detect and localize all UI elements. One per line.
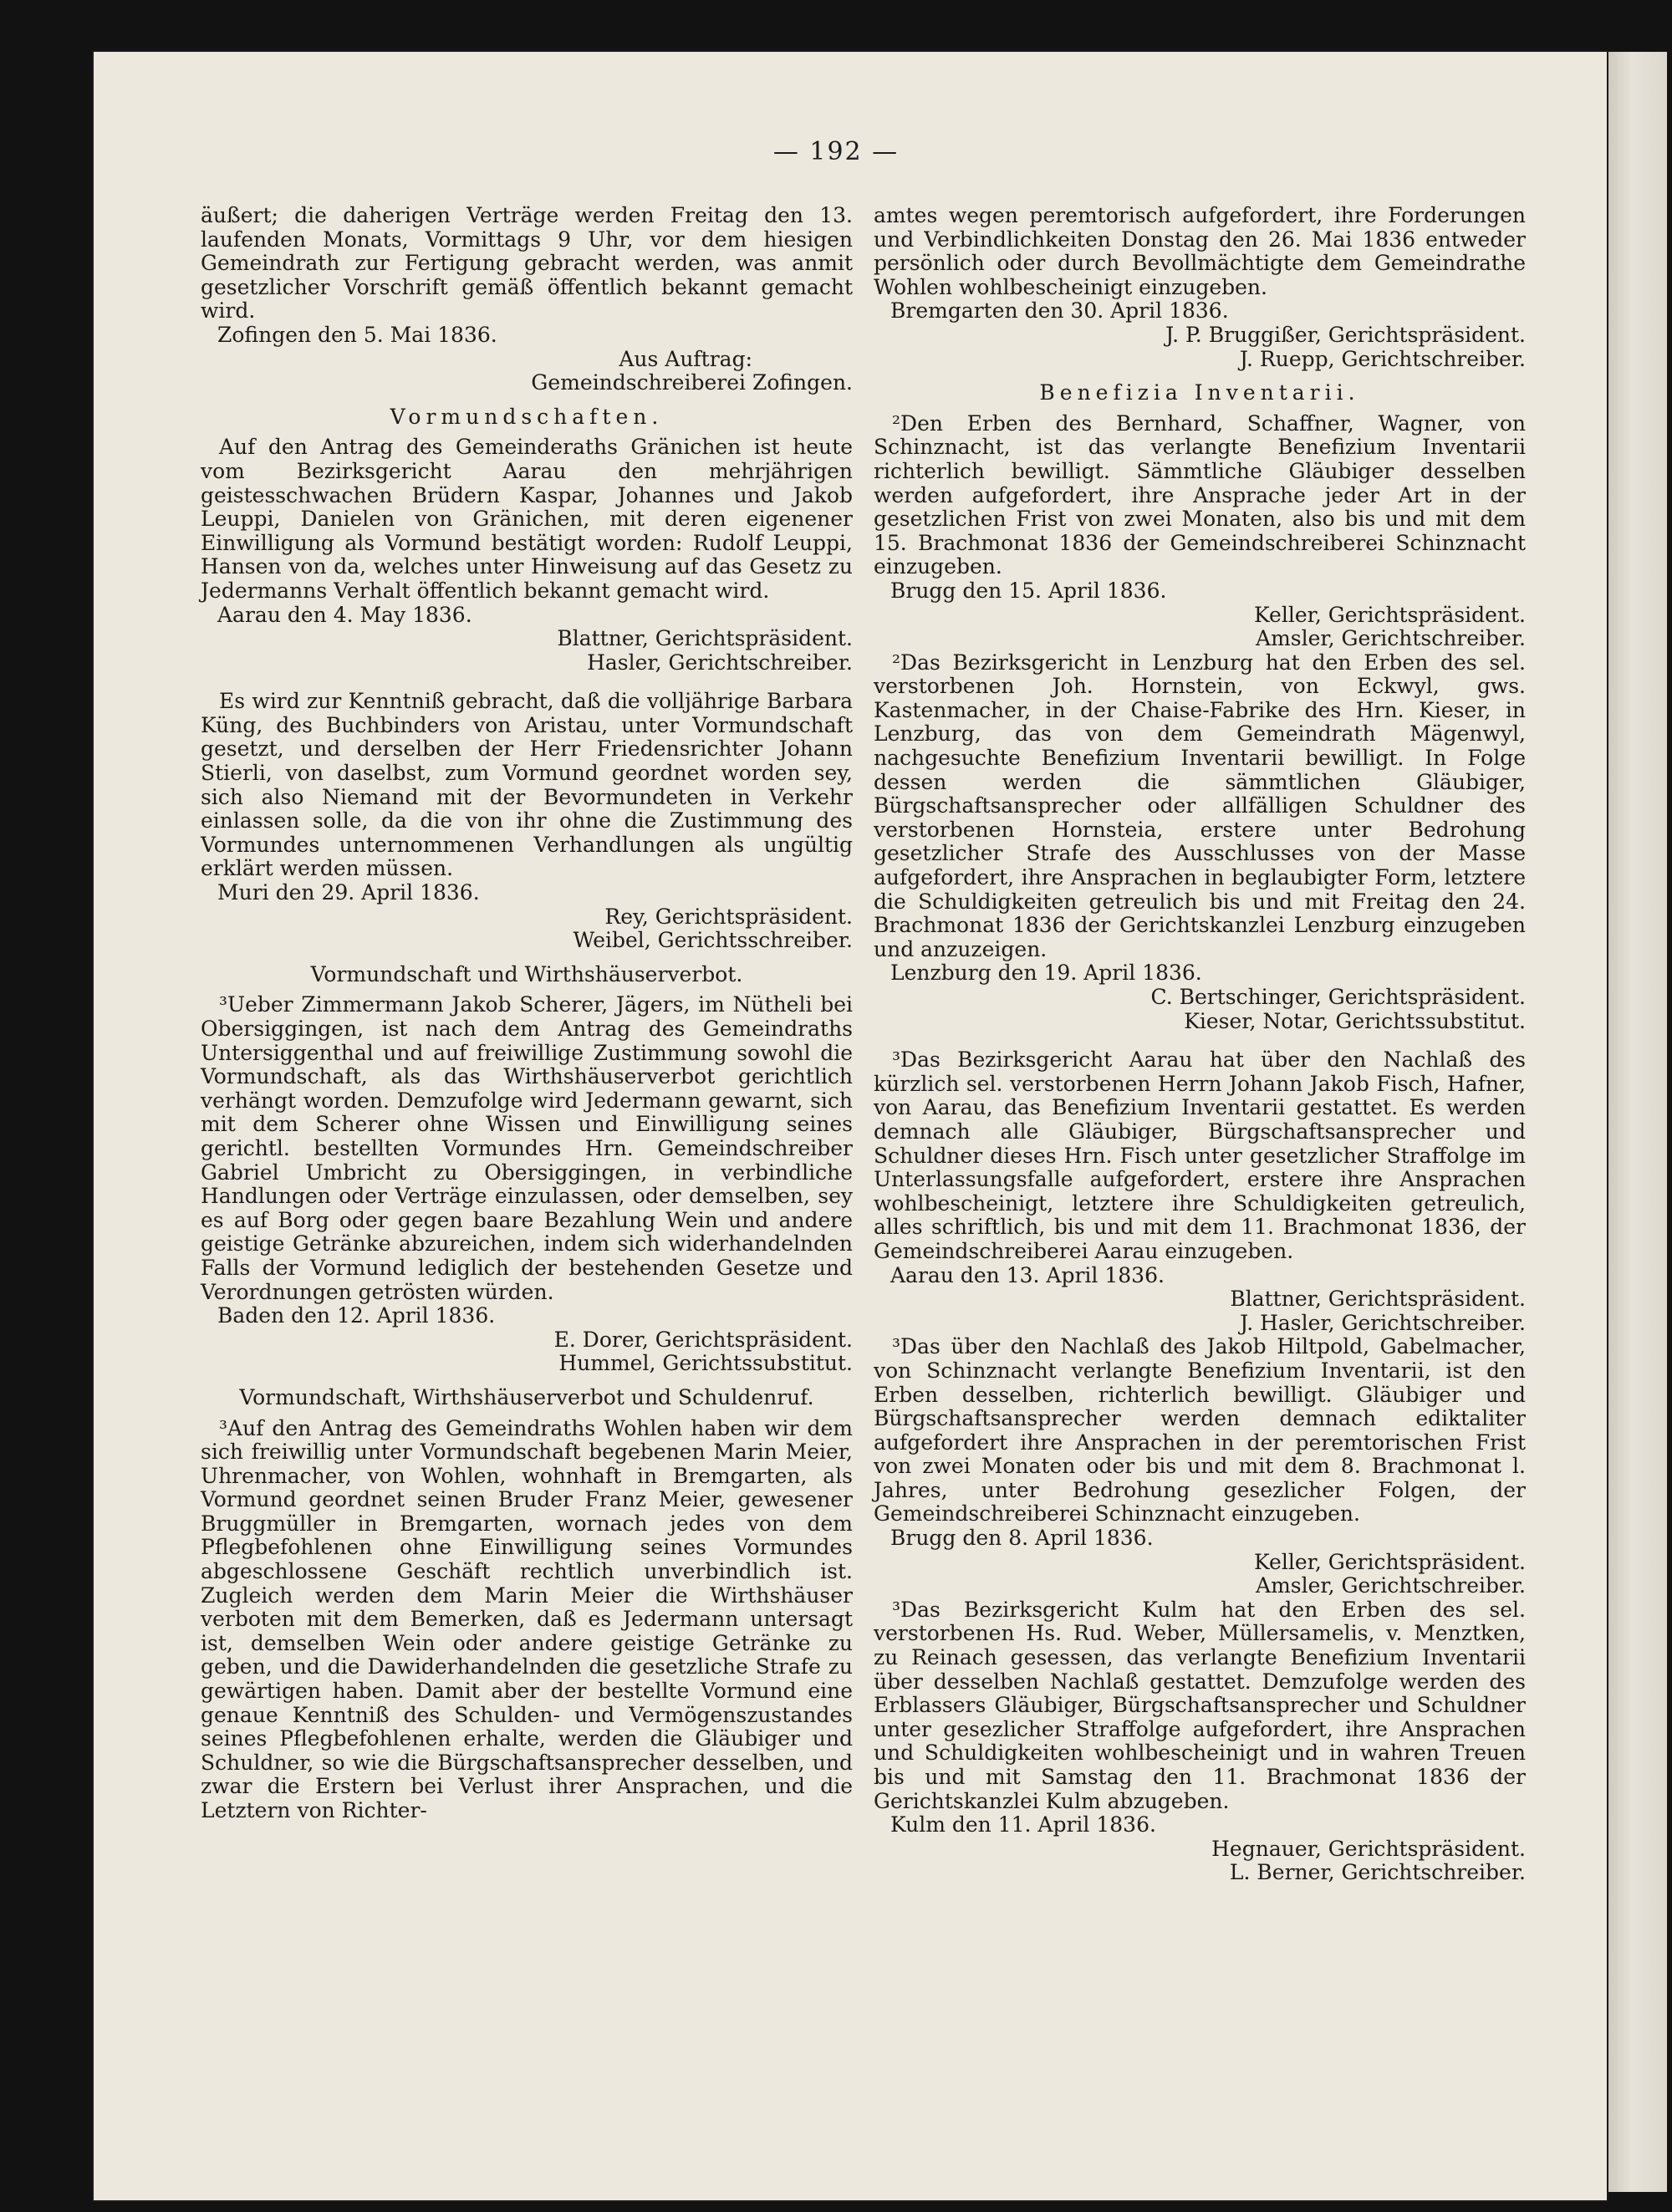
notice-date: Lenzburg den 19. April 1836. (890, 961, 1202, 986)
notice-text: ³Ueber Zimmermann Jakob Scherer, Jägers, im Nütheli bei Obersiggingen, ist nach dem Antrag des Gemeindraths Untersiggenthal und auf freiwillige Zustimmung sowohl die Vormundschaft, als das Wirthshäuserverbot gerichtlich verhängt worden. Demzufolge wird Jedermann gewarnt, sich mit dem Scherer ohne Wissen und Einwilligung seines gerichtl. bestellten Vormundes Hrn. Gemeindschreiber Gabriel Umbricht zu Obersiggingen, in verbindliche Handlungen oder Verträge einzulassen, oder demselben, sey es auf Borg oder gegen baare Bezahlung Wein und andere geistige Getränke abzureichen, indem sich widerhandelnden Falls der Vormund lediglich der bestehenden Gesetze und Verordnungen getrösten würden. (201, 992, 853, 1304)
notice-date: Baden den 12. April 1836. (217, 1303, 496, 1328)
notice-text: Es wird zur Kenntniß gebracht, daß die volljährige Barbara Küng, des Buchbinders von Aristau, unter Vormundschaft gesetzt, und derselben der Herr Friedensrichter Johann Stierli, von daselbst, zum Vormund geordnet worden sey, sich also Niemand mit der Bevormundeten in Verkehr einlassen solle, da die von ihr ohne die Zustimmung des Vormundes unternommenen Verhandlungen als ungültig erklärt werden müssen. (201, 689, 853, 881)
left-column (201, 204, 853, 1823)
notice-signature: Rey, Gerichtspräsident. (604, 904, 853, 929)
adjacent-page-edge (1608, 52, 1667, 2192)
section-heading: Vormundschaft, Wirthshäuserverbot und Schuldenruf. (239, 1384, 814, 1409)
notice-signature: J. P. Bruggißer, Gerichtspräsident. (1165, 322, 1526, 347)
notice-text: ²Den Erben des Bernhard, Schaffner, Wagner, von Schinznacht, ist das verlangte Benefizium Inventarii richterlich bewilligt. Sämmtliche Gläubiger desselben werden aufgefordert, ihre Ansprache jeder Art in der gesetzlichen Frist von zwei Monaten, also bis und mit dem 15. Brachmonat 1836 der Gemeindschreiberei Schinznacht einzugeben. (874, 410, 1526, 579)
page-number: — 192 — (772, 137, 900, 166)
notice-text: ³Auf den Antrag des Gemeindraths Wohlen haben wir dem sich freiwillig unter Vormundschaft begebenen Marin Meier, Uhrenmacher, von Wohlen, wohnhaft in Bremgarten, als Vormund geordnet seinen Bruder Franz Meier, gewesener Bruggmüller in Bremgarten, wornach jedes von dem Pflegbefohlenen ohne Einwilligung seines Vormundes abgeschlossene Geschäft rechtlich unverbindlich ist. Zugleich werden dem Marin Meier die Wirthshäuser verboten mit dem Bemerken, daß es Jedermann untersagt ist, demselben Wein oder andere geistige Getränke zu geben, und die Dawiderhandelnden die gesetzliche Strafe zu gewärtigen haben. Damit aber der bestellte Vormund eine genaue Kenntniß des Schulden- und Vermögenszustandes seines Pflegbefohlenen erhalte, werden die Gläubiger und Schuldner, so wie die Bürgschaftsansprecher desselben, und zwar die Erstern bei Verlust ihrer Ansprachen, und die Letztern von Richter- (201, 1415, 853, 1822)
section-heading: Benefizia Inventarii. (1039, 380, 1360, 405)
notice-date: Aarau den 13. April 1836. (890, 1262, 1165, 1287)
notice-date: Muri den 29. April 1836. (217, 880, 480, 905)
notice-date: Bremgarten den 30. April 1836. (890, 298, 1229, 324)
right-column (874, 204, 1526, 1885)
notice-text: amtes wegen peremtorisch aufgefordert, ihre Forderungen und Verbindlichkeiten Donstag den 26. Mai 1836 entweder persönlich oder durch Bevollmächtigte dem Gemeindrathe Wohlen wohlbescheinigt einzugeben. (874, 203, 1526, 299)
notice-text: äußert; die daherigen Verträge werden Freitag den 13. laufenden Monats, Vormittags 9 Uhr, vor dem hiesigen Gemeindrath zur Fertigung gebracht werden, was anmit gesetzlicher Vorschrift gemäß öffentlich bekannt gemacht wird. (201, 203, 853, 324)
notice-date: Aarau den 4. May 1836. (217, 602, 472, 627)
notice-signature: Aus Auftrag: (619, 346, 752, 371)
notice-signature: Hasler, Gerichtschreiber. (587, 650, 853, 675)
notice-signature: J. Ruepp, Gerichtschreiber. (1239, 346, 1526, 371)
notice-text: Auf den Antrag des Gemeinderaths Gränichen ist heute vom Bezirksgericht Aarau den mehrjährigen geistesschwachen Brüdern Kaspar, Johannes und Jakob Leuppi, Danielen von Gränichen, mit deren eigenener Einwilligung als Vormund bestätigt worden: Rudolf Leuppi, Hansen von da, welches unter Hinweisung auf das Gesetz zu Jedermanns Verhalt öffentlich bekannt gemacht wird. (201, 435, 853, 603)
notice-signature: Weibel, Gerichtsschreiber. (573, 928, 853, 953)
notice-text: ²Das Bezirksgericht in Lenzburg hat den Erben des sel. verstorbenen Joh. Hornstein, von Eckwyl, gws. Kastenmacher, in der Chaise-Fabrike des Hrn. Kieser, in Lenzburg, das von dem Gemeindrath Mägenwyl, nachgesuchte Benefizium Inventarii bewilligt. In Folge dessen werden die sämmtlichen Gläubiger, Bürgschaftsansprecher oder allfälligen Schuldner des verstorbenen Hornsteia, erstere unter Bedrohung gesetzlicher Strafe des Ausschlusses von der Masse aufgefordert, ihre Ansprachen in beglaubigter Form, letztere die Schuldigkeiten getreulich bis und mit Freitag den 24. Brachmonat 1836 der Gerichtskanzlei Lenzburg einzugeben und anzuzeigen. (874, 650, 1526, 961)
notice-signature: Kieser, Notar, Gerichtssubstitut. (1184, 1008, 1526, 1033)
notice-signature: Hegnauer, Gerichtspräsident. (1211, 1836, 1526, 1861)
notice-signature: C. Bertschinger, Gerichtspräsident. (1150, 985, 1526, 1009)
notice-signature: Hummel, Gerichtssubstitut. (558, 1351, 853, 1376)
notice-signature: Blattner, Gerichtspräsident. (557, 626, 853, 651)
notice-signature: L. Berner, Gerichtschreiber. (1229, 1860, 1526, 1885)
notice-signature: J. Hasler, Gerichtschreiber. (1240, 1310, 1526, 1335)
notice-signature: Gemeindschreiberei Zofingen. (531, 370, 853, 395)
notice-date: Brugg den 15. April 1836. (890, 578, 1167, 603)
notice-signature: Amsler, Gerichtschreiber. (1256, 626, 1526, 651)
notice-text: ³Das Bezirksgericht Kulm hat den Erben des sel. verstorbenen Hs. Rud. Weber, Müllersamelis, v. Menztken, zu Reinach gesessen, das verlangte Benefizium Inventarii über desselben Nachlaß gestattet. Demzufolge werden des Erblassers Gläubiger, Bürgschaftsansprecher und Schuldner unter gesezlicher Straffolge aufgefordert, ihre Ansprachen und Schuldigkeiten wohlbescheinigt und in wahren Treuen bis und mit Samstag den 11. Brachmonat 1836 der Gerichtskanzlei Kulm abzugeben. (874, 1597, 1526, 1813)
notice-date: Brugg den 8. April 1836. (890, 1526, 1154, 1551)
notice-text: ³Das Bezirksgericht Aarau hat über den Nachlaß des kürzlich sel. verstorbenen Herrn Johann Jakob Fisch, Hafner, von Aarau, das Benefizium Inventarii gestattet. Es werden demnach alle Gläubiger, Bürgschaftsansprecher und Schuldner dieses Hrn. Fisch unter gesetzlicher Straffolge im Unterlassungsfalle aufgefordert, erstere ihre Ansprachen wohlbescheinigt, letztere ihre Schuldigkeiten getreulich, alles schriftlich, bis und mit dem 11. Brachmonat 1836, der Gemeindschreiberei Aarau einzugeben. (874, 1047, 1526, 1263)
notice-signature: Amsler, Gerichtschreiber. (1256, 1573, 1526, 1598)
notice-date: Kulm den 11. April 1836. (890, 1812, 1156, 1837)
notice-date: Zofingen den 5. Mai 1836. (217, 322, 497, 347)
notice-signature: Blattner, Gerichtspräsident. (1230, 1287, 1526, 1312)
notice-signature: Keller, Gerichtspräsident. (1254, 1549, 1526, 1574)
section-heading: Vormundschaften. (390, 404, 664, 429)
notice-text: ³Das über den Nachlaß des Jakob Hiltpold, Gabelmacher, von Schinznacht verlangte Benefizium Inventarii, ist den Erben desselben, richterlich bewilligt. Gläubiger und Bürgschaftsansprecher werden demnach ediktaliter aufgefordert ihre Ansprachen in der peremtorischen Frist von zwei Monaten oder bis und mit dem 8. Brachmonat l. Jahres, unter Bedrohung gesezlicher Folgen, der Gemeindschreiberei Schinznacht einzugeben. (874, 1334, 1526, 1526)
section-heading: Vormundschaft und Wirthshäuserverbot. (310, 961, 743, 986)
notice-signature: Keller, Gerichtspräsident. (1254, 602, 1526, 627)
notice-signature: E. Dorer, Gerichtspräsident. (553, 1327, 853, 1352)
